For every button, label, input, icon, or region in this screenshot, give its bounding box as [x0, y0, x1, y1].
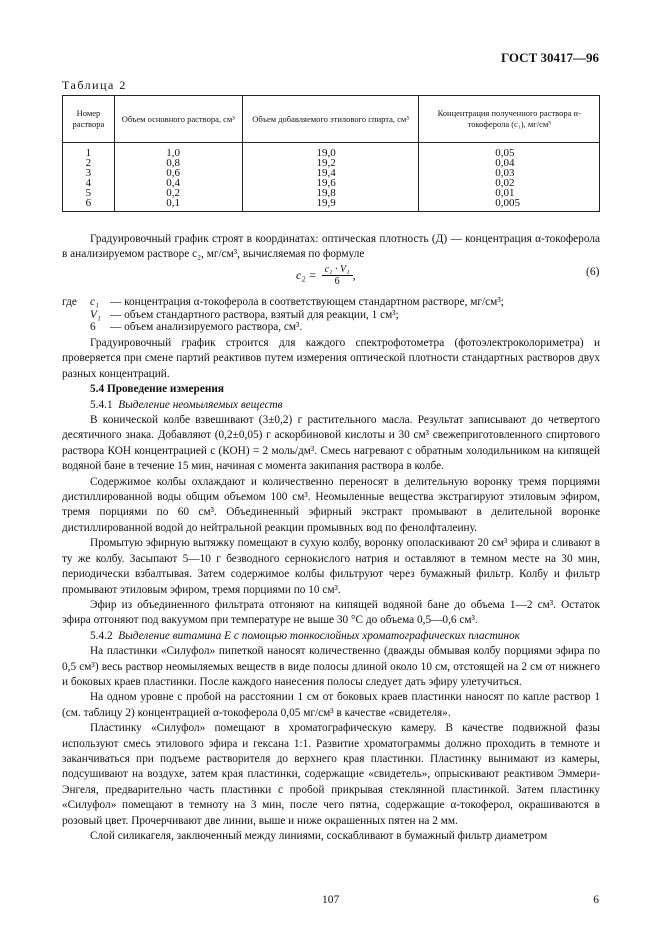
formula-numerator: c₁ · V₁	[322, 264, 353, 276]
cell-number: 3	[63, 168, 115, 178]
formula-tail: ,	[352, 268, 356, 282]
cell-concentration: 0,05	[419, 143, 600, 159]
formula-number: (6)	[586, 266, 600, 278]
cell-stock-volume: 0,2	[114, 188, 242, 198]
standard-code: ГОСТ 30417—96	[500, 50, 599, 65]
cell-number: 6	[63, 198, 115, 212]
cell-ethanol-volume: 19,0	[242, 143, 419, 159]
formula-6	[296, 264, 356, 287]
cell-ethanol-volume: 19,9	[242, 198, 419, 212]
cell-concentration: 0,02	[419, 178, 600, 188]
sheet-number: 6	[593, 894, 599, 906]
cell-concentration: 0,01	[419, 188, 600, 198]
col-header-solution-number: Номер раствора	[63, 96, 115, 143]
cell-ethanol-volume: 19,6	[242, 178, 419, 188]
cell-number: 4	[63, 178, 115, 188]
cell-concentration: 0,03	[419, 168, 600, 178]
formula-fraction	[322, 264, 353, 287]
cell-stock-volume: 0,6	[114, 168, 242, 178]
paragraph: Содержимое колбы охлаждают и количественно переносят в делительную воронку тремя порциями дистиллированной воды общим объемом 100 см³. Неомыленные вещества экстрагируют этиловым эфиром, тремя порциями по 60 см³. Объединенный эфирный экстракт промывают в делительной воронке дистиллированной водой до нейтральной реакции промывных вод по фенолфталеину.	[62, 475, 600, 534]
col-header-ethanol-volume: Объем добавляемого этилового спирта, см³	[242, 96, 419, 143]
table-row	[63, 198, 600, 212]
cell-stock-volume: 1,0	[114, 143, 242, 159]
page-number: 107	[322, 894, 340, 906]
subsection-heading-5-4-2: 5.4.2 Выделение витамина Е с помощью тонкослойных хроматографических пластинок	[90, 629, 520, 642]
paragraph: Пластинку «Силуфол» помещают в хроматографическую камеру. В качестве подвижной фазы используют смесь этилового эфира и гексана 1:1. Развитие хроматограммы должно проходить в темноте и заканчиваться при подъеме растворителя до верхнего края пластинки. Пластинку вынимают из камеры, подсушивают на воздухе, затем края пластинки, содержащие «свидетель», опрыскивают реактивом Эммери-Энгеля, предварительно часть пластинки с пробой прикрывая стеклянной пластинкой. Затем пластинку «Силуфол» помещают в темноту на 3 мин, после чего пятна, содержащие α-токоферол, окрашиваются в розовый цвет. Прочерчивают две линии, выше и ниже окрашенных пятен на 2 мм.	[62, 722, 600, 827]
table-row	[63, 143, 600, 159]
dilution-table	[62, 95, 600, 212]
cell-stock-volume: 0,4	[114, 178, 242, 188]
table-caption: Таблица 2	[62, 78, 127, 92]
paragraph: На пластинки «Силуфол» пипеткой наносят количественно (дважды обмывая колбу порциями эфира по 0,5 см³) весь раствор неомыляемых веществ в виде полосы длиной около 10 см, отстоящей на 2 см от нижнего и боковых краев пластинки. После каждого нанесения полосы следует дать эфиру улетучиться.	[62, 645, 600, 688]
paragraph: Градуировочный график строится для каждого спектрофотометра (фотоэлектроколориметра) и проверяется при смене партий реактивов путем измерения оптической плотности стандартных растворов двух разных концентраций.	[62, 337, 600, 380]
cell-stock-volume: 0,8	[114, 158, 242, 168]
cell-concentration: 0,04	[419, 158, 600, 168]
cell-stock-volume: 0,1	[114, 198, 242, 212]
cell-concentration: 0,005	[419, 198, 600, 212]
cell-ethanol-volume: 19,8	[242, 188, 419, 198]
paragraph: Слой силикагеля, заключенный между линиями, соскабливают в бумажный фильтр диаметром	[90, 830, 548, 842]
cell-number: 2	[63, 158, 115, 168]
formula-definitions	[62, 296, 504, 334]
cell-ethanol-volume: 19,2	[242, 158, 419, 168]
body-text	[62, 336, 600, 844]
paragraph: На одном уровне с пробой на расстоянии 1 см от боковых краев пластинки наносят по капле раствор 1 (см. таблицу 2) концентрацией α-токоферола 0,05 мг/см³ в качестве «свидетеля».	[62, 691, 600, 719]
cell-number: 1	[63, 143, 115, 159]
cell-number: 5	[63, 188, 115, 198]
paragraph: В конической колбе взвешивают (3±0,2) г растительного масла. Результат записывают до четвертого десятичного знака. Добавляют (0,2±0,05) г аскорбиновой кислоты и 30 см³ свежеприготовленного спиртового раствора КОН концентрацией c (КОН) = 2 моль/дм³. Смесь нагревают с обратным холодильником на кипящей водяной бане в течение 15 мин, начиная с момента закипания раствора в колбе.	[62, 414, 600, 473]
graph-paragraph: Градуировочный график строят в координатах: оптическая плотность (Д) — концентрация α-токоферола в анализируемом растворе c₂, мг/см³, вычисляемая по формуле	[62, 233, 600, 261]
col-header-stock-volume: Объем основного раствора, см³	[114, 96, 242, 143]
section-heading-5-4: 5.4 Проведение измерения	[90, 383, 224, 396]
paragraph: Промытую эфирную вытяжку помещают в сухую колбу, воронку ополаскивают 20 см³ эфира и сливают в ту же колбу. Засыпают 5—10 г безводного сернокислого натрия и оставляют в темном месте на 30 мин, периодически взбалтывая. Затем содержимое колбы фильтруют через бумажный фильтр. Колбу и фильтр промывают этиловым эфиром, тремя порциями по 10 см³.	[62, 537, 600, 596]
formula-lhs: c₂ =	[296, 268, 317, 282]
definition-row: V₁ — объем стандартного раствора, взятый для реакции, 1 см³;	[90, 308, 399, 321]
col-header-concentration: Концентрация полученного раствора α-токоферола (c₁), мг/см³	[419, 96, 600, 143]
definition-row: где c₁ — концентрация α-токоферола в соответствующем стандартном растворе, мг/см³;	[62, 296, 504, 308]
formula-denominator: 6	[334, 276, 340, 287]
subsection-heading-5-4-1: 5.4.1 Выделение неомыляемых веществ	[90, 398, 283, 411]
definition-row: 6 — объем анализируемого раствора, см³.	[90, 321, 303, 334]
cell-ethanol-volume: 19,4	[242, 168, 419, 178]
paragraph: Эфир из объединенного фильтрата отгоняют на кипящей водяной бане до объема 1—2 см³. Остаток эфира отгоняют под вакуумом при температуре не выше 30 °С до объема 0,5—0,6 см³.	[62, 598, 600, 627]
